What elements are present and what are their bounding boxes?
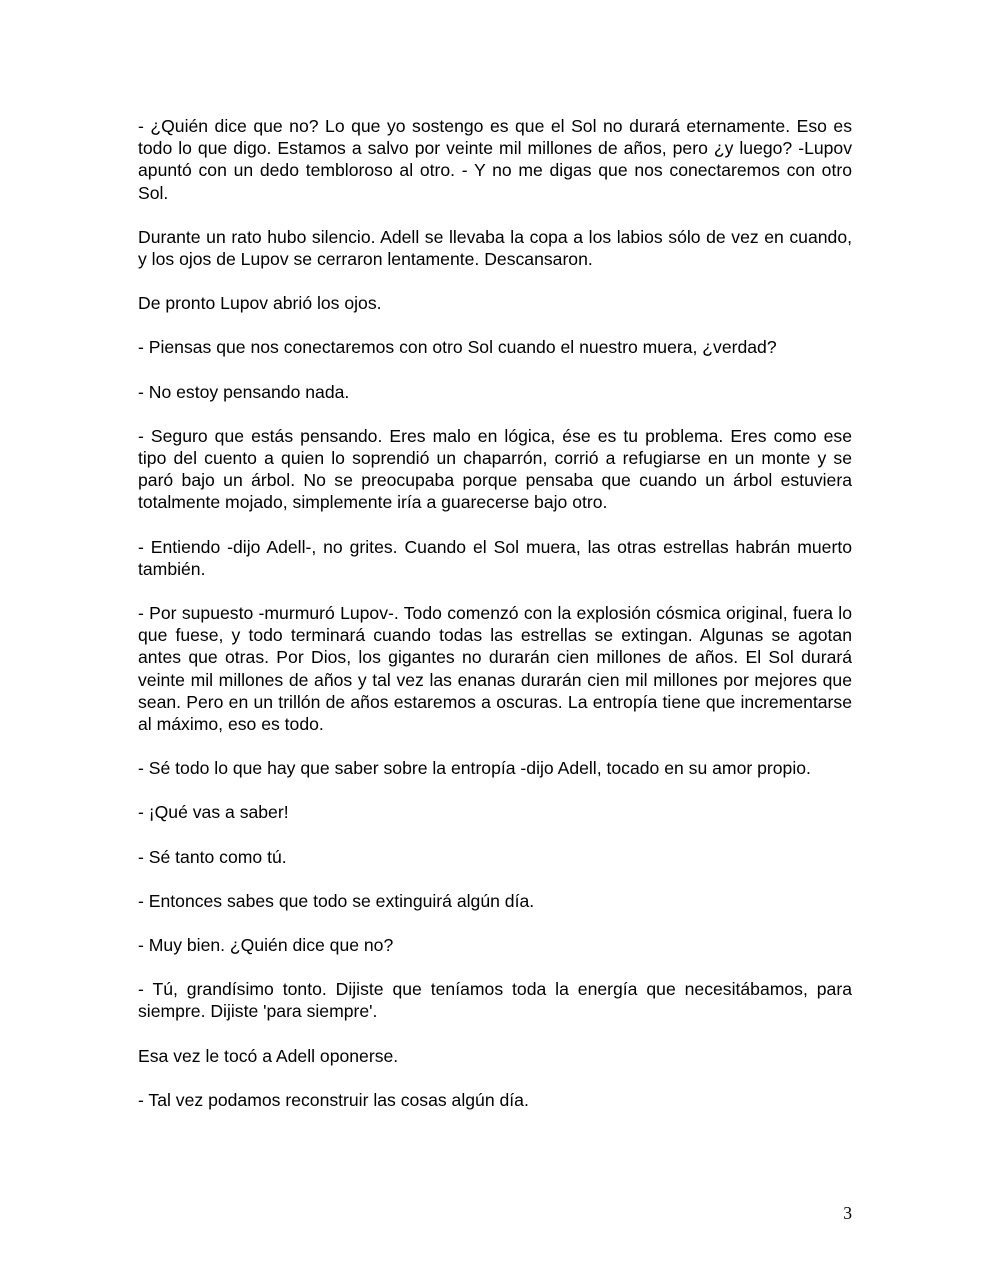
paragraph: - Entiendo -dijo Adell-, no grites. Cuando el Sol muera, las otras estrellas habrán muerto también.: [138, 536, 852, 579]
paragraph: - ¿Quién dice que no? Lo que yo sostengo es que el Sol no durará eternamente. Eso es todo lo que digo. Estamos a salvo por veinte mil millones de años, pero ¿y luego? -Lupov apuntó con un dedo tembloroso al otro. - Y no me digas que nos conectaremos con otro Sol.: [138, 116, 852, 203]
paragraph: - Muy bien. ¿Quién dice que no?: [138, 935, 394, 956]
paragraph: - Sé todo lo que hay que saber sobre la entropía -dijo Adell, tocado en su amor propio.: [138, 758, 811, 779]
paragraph: - Tal vez podamos reconstruir las cosas algún día.: [138, 1089, 529, 1110]
paragraph: - Tú, grandísimo tonto. Dijiste que teníamos toda la energía que necesitábamos, para siempre. Dijiste 'para siempre'.: [138, 979, 852, 1022]
paragraph: Durante un rato hubo silencio. Adell se llevaba la copa a los labios sólo de vez en cuando, y los ojos de Lupov se cerraron lentamente. Descansaron.: [138, 226, 852, 270]
paragraph: - No estoy pensando nada.: [138, 381, 350, 402]
paragraph: De pronto Lupov abrió los ojos.: [138, 293, 382, 314]
paragraph: - Piensas que nos conectaremos con otro Sol cuando el nuestro muera, ¿verdad?: [138, 337, 777, 358]
paragraph: - Sé tanto como tú.: [138, 846, 287, 867]
paragraph: Esa vez le tocó a Adell oponerse.: [138, 1045, 399, 1066]
paragraph: - ¡Qué vas a saber!: [138, 802, 289, 823]
paragraph: - Entonces sabes que todo se extinguirá algún día.: [138, 890, 535, 911]
page-number: 3: [843, 1203, 852, 1223]
paragraph: - Por supuesto -murmuró Lupov-. Todo comenzó con la explosión cósmica original, fuera lo que fuese, y todo terminará cuando todas las estrellas se extingan. Algunas se agotan antes que otras. Por Dios, los gigantes no durarán cien millones de años. El Sol durará veinte mil millones de años y tal vez las enanas durarán cien mil millones por mejores que sean. Pero en un trillón de años estaremos a oscuras. La entropía tiene que incrementarse al máximo, eso es todo.: [138, 603, 852, 735]
paragraph: - Seguro que estás pensando. Eres malo en lógica, ése es tu problema. Eres como ese tipo del cuento a quien lo soprendió un chaparrón, corrió a refugiarse en un monte y se paró bajo un árbol. No se preocupaba porque pensaba que cuando un árbol estuviera totalmente mojado, simplemente iría a guarecerse bajo otro.: [138, 425, 852, 513]
page-body: [138, 115, 852, 1133]
